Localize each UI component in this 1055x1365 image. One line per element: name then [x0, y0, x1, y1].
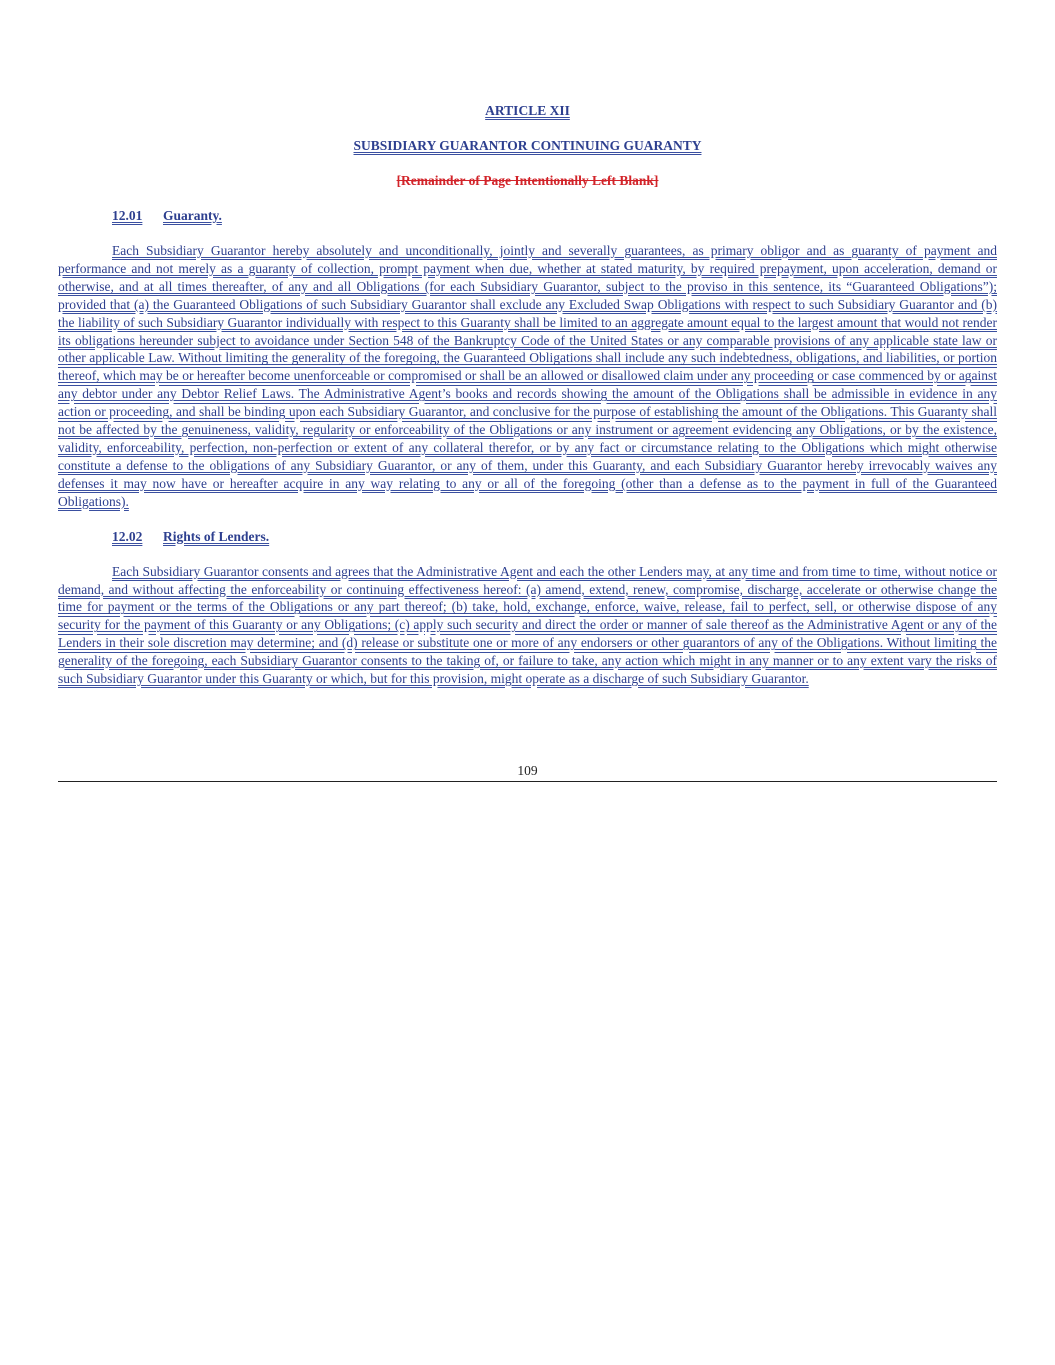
- section-number: 12.02: [112, 528, 143, 544]
- document-page: [58, 100, 997, 688]
- footer-divider: [58, 781, 997, 782]
- section-heading-12-01: [112, 207, 997, 225]
- section-body-12-01: Each Subsidiary Guarantor hereby absolutely and unconditionally, jointly and severally guarantees, as primary obligor and as guaranty of payment and performance and not merely as a guaranty of collection, prompt payment when due, whether at stated maturity, by required prepayment, upon acceleration, demand or otherwise, and at all times thereafter, of any and all Obligations (for each Subsidiary Guarantor, subject to the proviso in this sentence, its “Guaranteed Obligations”); provided that (a) the Guaranteed Obligations of such Subsidiary Guarantor shall exclude any Excluded Swap Obligations with respect to such Subsidiary Guarantor and (b) the liability of such Subsidiary Guarantor individually with respect to this Guaranty shall be limited to an aggregate amount equal to the largest amount that would not render its obligations hereunder subject to avoidance under Section 548 of the Bankruptcy Code of the United States or any comparable provisions of any applicable state law or other applicable Law. Without limiting the generality of the foregoing, the Guaranteed Obligations shall include any such indebtedness, obligations, and liabilities, or portion thereof, which may be or hereafter become unenforceable or compromised or shall be an allowed or disallowed claim under any proceeding or case commenced by or against any debtor under any Debtor Relief Laws. The Administrative Agent’s books and records showing the amount of the Obligations shall be admissible in evidence in any action or proceeding, and shall be binding upon each Subsidiary Guarantor, and conclusive for the purpose of establishing the amount of the Obligations. This Guaranty shall not be affected by the genuineness, validity, regularity or enforceability of the Obligations or any instrument or agreement evidencing any Obligations, or by the existence, validity, enforceability, perfection, non-perfection or extent of any collateral therefor, or by any fact or circumstance relating to the Obligations which might otherwise constitute a defense to the obligations of any Subsidiary Guarantor, or any of them, under this Guaranty, and each Subsidiary Guarantor hereby irrevocably waives any defenses it may now have or hereafter acquire in any way relating to any or all of the foregoing (other than a defense as to the payment in full of the Guaranteed Obligations).: [58, 243, 997, 509]
- page-number: 109: [517, 763, 538, 778]
- section-body-12-02: Each Subsidiary Guarantor consents and agrees that the Administrative Agent and each the other Lenders may, at any time and from time to time, without notice or demand, and without affecting the enforceability or continuing effectiveness hereof: (a) amend, extend, renew, compromise, discharge, accelerate or otherwise change the time for payment or the terms of the Obligations or any part thereof; (b) take, hold, exchange, enforce, waive, release, fail to perfect, sell, or otherwise dispose of any security for the payment of this Guaranty or any Obligations; (c) apply such security and direct the order or manner of sale thereof as the Administrative Agent or any of the Lenders in their sole discretion may determine; and (d) release or substitute one or more of any endorsers or other guarantors of any of the Obligations. Without limiting the generality of the foregoing, each Subsidiary Guarantor consents to the taking of, or failure to take, any action which might in any manner or to any extent vary the risks of such Subsidiary Guarantor under this Guaranty or which, but for this provision, might operate as a discharge of such Subsidiary Guarantor.: [58, 563, 997, 687]
- section-heading-12-02: [112, 528, 997, 546]
- article-subtitle: SUBSIDIARY GUARANTOR CONTINUING GUARANTY: [353, 138, 702, 153]
- section-title: Rights of Lenders.: [163, 528, 270, 544]
- section-title: Guaranty.: [163, 208, 222, 223]
- article-title: ARTICLE XII: [485, 103, 570, 118]
- deleted-note: [Remainder of Page Intentionally Left Blank]: [396, 173, 659, 188]
- section-number: 12.01: [112, 208, 143, 223]
